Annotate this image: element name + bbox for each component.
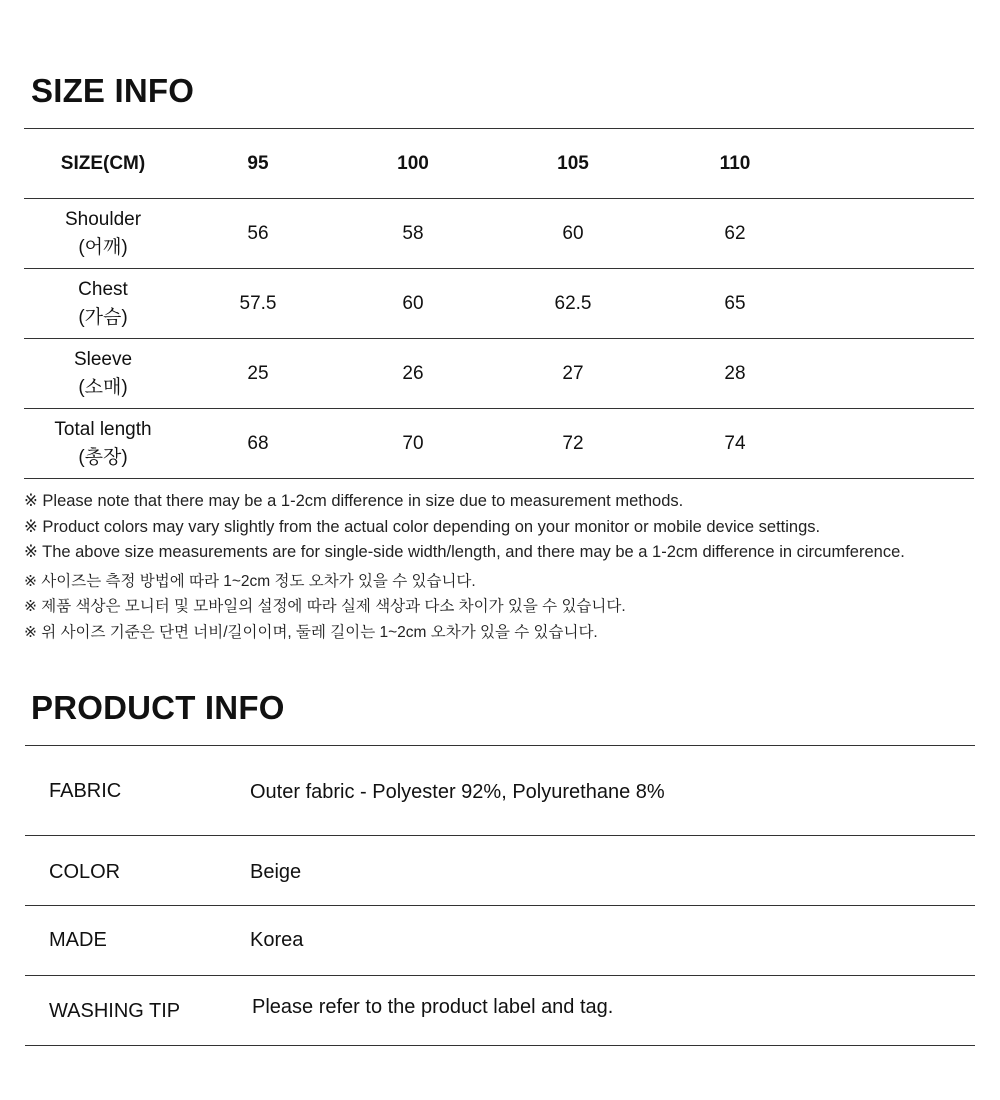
- row-label-en: Sleeve: [73, 348, 133, 370]
- header-size-100: 100: [397, 152, 429, 174]
- row-label: [24, 416, 182, 472]
- row-label-kr: (소매): [78, 376, 128, 398]
- size-value: 74: [724, 432, 746, 454]
- product-value: Outer fabric - Polyester 92%, Polyurethane 8%: [250, 781, 665, 803]
- size-notes: [24, 489, 984, 645]
- size-value: 72: [562, 432, 584, 454]
- header-size-label: SIZE(CM): [60, 152, 146, 174]
- product-label: FABRIC: [49, 780, 122, 802]
- size-value: 56: [247, 222, 269, 244]
- size-row-total-length: [24, 408, 974, 478]
- row-label-kr: (총장): [78, 446, 128, 468]
- row-label: [24, 206, 182, 262]
- table-bottom-rule: [24, 478, 974, 479]
- size-value: 25: [247, 362, 269, 384]
- note-en: ※ Product colors may vary slightly from the actual color depending on your monitor or mobile device settings.: [24, 517, 821, 536]
- note-kr: ※ 사이즈는 측정 방법에 따라 1~2cm 정도 오차가 있을 수 있습니다.: [24, 572, 476, 590]
- row-label-en: Chest: [78, 278, 128, 300]
- size-value: 62: [724, 222, 746, 244]
- size-row-sleeve: [24, 338, 974, 408]
- size-info-title: SIZE INFO: [31, 72, 195, 109]
- note-en: ※ Please note that there may be a 1-2cm difference in size due to measurement methods.: [24, 492, 684, 510]
- size-value: 57.5: [239, 292, 277, 314]
- row-label-en: Total length: [54, 418, 152, 440]
- size-value: 65: [724, 292, 746, 314]
- product-value: Beige: [250, 861, 302, 883]
- product-row-fabric: [25, 745, 975, 835]
- row-label-kr: (어깨): [78, 236, 128, 258]
- product-row-washing-tip: [25, 975, 975, 1045]
- size-value: 62.5: [554, 292, 592, 314]
- product-info-table: [25, 745, 975, 1046]
- row-label: [24, 346, 182, 402]
- product-value: Korea: [250, 929, 304, 951]
- product-label: WASHING TIP: [49, 1000, 181, 1022]
- size-value: 68: [247, 432, 269, 454]
- header-size-110: 110: [719, 152, 751, 174]
- product-value: Please refer to the product label and tag.: [252, 996, 614, 1018]
- note-en: ※ The above size measurements are for single-side width/length, and there may be a 1-2cm difference in circumference.: [24, 543, 905, 561]
- size-row-shoulder: [24, 198, 974, 268]
- note-kr: ※ 제품 색상은 모니터 및 모바일의 설정에 따라 실제 색상과 다소 차이가 있을 수 있습니다.: [24, 598, 626, 615]
- row-label-en: Shoulder: [64, 208, 142, 230]
- size-value: 70: [402, 432, 424, 454]
- size-value: 60: [562, 222, 584, 244]
- header-size-105: 105: [557, 152, 589, 174]
- product-row-made: [25, 905, 975, 975]
- product-label: MADE: [49, 929, 107, 951]
- size-value: 58: [402, 222, 424, 244]
- size-value: 60: [402, 292, 424, 314]
- row-label-kr: (가슴): [78, 306, 128, 328]
- note-kr: ※ 위 사이즈 기준은 단면 너비/길이이며, 둘레 길이는 1~2cm 오차가 있을 수 있습니다.: [24, 623, 598, 641]
- product-table-bottom-rule: [25, 1045, 975, 1046]
- size-value: 28: [724, 362, 746, 384]
- header-size-95: 95: [247, 152, 269, 174]
- product-row-color: [25, 835, 975, 905]
- product-label: COLOR: [49, 861, 121, 883]
- size-value: 27: [562, 362, 584, 384]
- size-value: 26: [402, 362, 424, 384]
- product-info-title: PRODUCT INFO: [31, 689, 285, 726]
- size-table: [24, 128, 974, 479]
- size-table-header: [24, 128, 974, 198]
- size-row-chest: [24, 268, 974, 338]
- row-label: [24, 276, 182, 332]
